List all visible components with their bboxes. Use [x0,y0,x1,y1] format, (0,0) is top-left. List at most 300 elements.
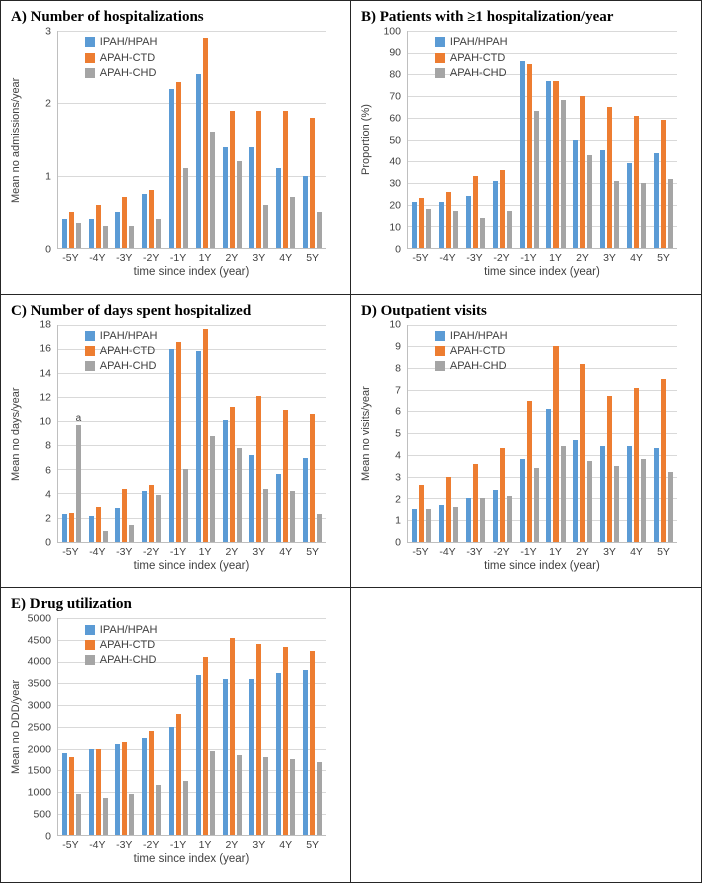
bar-apah-ctd--3y [122,197,127,248]
legend [435,330,508,375]
bar-ipah-hpah--1y [169,89,174,248]
y-tick-label: 1500 [27,764,51,777]
bar-apah-ctd--2y [500,170,505,248]
x-axis-ticks [407,543,677,559]
y-tick-label: 3500 [27,677,51,690]
x-tick-label: -4Y [89,545,106,558]
y-axis-title: Mean no days/year [10,386,22,481]
x-tick-label: -2Y [493,252,510,264]
bar-annotation-a: a [75,412,82,424]
y-tick-label: 0 [45,536,51,549]
panel-e-chart [9,612,342,870]
bar-ipah-hpah-3y [600,446,605,541]
x-tick-label: 4Y [630,545,643,558]
y-tick-label: 30 [389,177,401,190]
bar-ipah-hpah-2y [573,140,578,249]
bar-apah-chd-2y [237,161,242,248]
x-tick-label: -3Y [116,839,133,852]
bar-apah-ctd-2y [580,364,585,542]
x-tick-label: 1Y [198,839,212,852]
legend-label: APAH-CHD [99,360,157,373]
bar-apah-ctd-3y [607,107,612,248]
x-tick-label: 2Y [225,839,239,852]
bar-apah-chd--4y [103,531,108,542]
bar-ipah-hpah-1y [196,675,201,836]
bar-apah-chd-3y [263,757,268,835]
bar-ipah-hpah-2y [223,420,228,542]
x-tick-label: 3Y [252,545,266,558]
panel-c-title: C) Number of days spent hospitalized [11,302,252,319]
y-tick-label: 2 [45,97,51,110]
x-tick-label: -1Y [169,839,187,852]
legend-item-apah-ctd [85,345,158,357]
x-axis-title: time since index (year) [484,266,600,278]
bar-apah-chd-4y [290,197,295,248]
bar-apah-chd--2y [156,495,161,542]
bar-apah-ctd-1y [553,81,558,248]
bar-apah-ctd-1y [203,38,208,248]
panel-b-chart [359,24,693,283]
legend-label: IPAH/HPAH [99,623,158,636]
y-tick-label: 100 [383,24,401,37]
panel-b-title: B) Patients with ≥1 hospitalization/year [361,9,614,25]
bar-apah-chd--5y [426,509,431,542]
bar-apah-ctd-3y [256,396,261,542]
bar-apah-ctd--4y [96,205,101,248]
x-axis-title: time since index (year) [133,853,250,866]
bar-group--1y [165,618,192,835]
bar-apah-ctd-5y [310,118,315,248]
bar-apah-chd-5y [668,179,673,248]
bar-apah-chd--5y [75,412,82,542]
x-axis-title: time since index (year) [484,559,600,572]
bar-apah-chd-2y [237,755,242,835]
bar-group-4y [272,618,299,835]
legend-swatch [85,37,95,47]
bar-apah-chd--5y [76,223,81,248]
legend-item-apah-chd [85,360,158,372]
bar-apah-chd-5y [317,212,322,248]
legend-swatch [85,68,95,78]
x-tick-label: 3Y [252,839,266,852]
bar-apah-chd-2y [237,448,242,542]
y-tick-label: 4 [45,487,51,500]
x-tick-label: -2Y [143,839,160,852]
x-tick-label: -5Y [62,252,79,264]
bar-group-1y [543,31,570,248]
panel-a-chart [9,24,342,283]
x-tick-label: -3Y [116,252,133,264]
bar-ipah-hpah--4y [89,749,94,836]
panel-d-title: D) Outpatient visits [361,302,487,319]
bar-ipah-hpah--5y [62,219,67,248]
y-tick-label: 50 [389,133,401,146]
bar-ipah-hpah--5y [62,514,67,542]
plot-area [407,31,677,249]
y-tick-label: 2 [45,512,51,525]
bar-apah-ctd-4y [283,410,288,541]
bar-apah-ctd--3y [473,176,478,248]
legend-item-apah-ctd [85,52,158,64]
x-tick-label: -1Y [169,545,187,558]
bar-apah-ctd--5y [69,757,74,835]
bar-ipah-hpah-2y [573,440,578,542]
bar-apah-ctd-2y [230,111,235,248]
bar-ipah-hpah-4y [276,474,281,542]
panel-b [351,1,701,295]
bar-group--1y [165,31,192,248]
bar-ipah-hpah-1y [196,351,201,541]
bar-apah-ctd--3y [473,464,478,542]
bar-ipah-hpah--2y [493,490,498,542]
bar-group-4y [272,31,299,248]
y-tick-label: 14 [39,366,51,379]
legend-swatch [85,625,95,635]
bar-apah-chd--4y [103,226,108,248]
bar-apah-chd-4y [290,759,295,835]
bar-group-5y [650,31,677,248]
y-tick-label: 3 [45,24,51,37]
bar-apah-chd--2y [507,496,512,542]
bar-apah-chd--3y [129,226,134,248]
bar-group--1y [165,325,192,542]
y-tick-label: 3 [395,471,401,484]
panel-d-chart [359,318,693,577]
bar-apah-ctd-3y [256,111,261,248]
bar-apah-chd--3y [129,525,134,542]
x-tick-label: -5Y [412,252,429,264]
x-tick-label: 2Y [576,545,589,558]
bar-ipah-hpah--5y [412,509,417,542]
legend-item-apah-chd [435,67,508,79]
legend-label: APAH-CTD [449,345,506,358]
legend-item-apah-chd [85,67,158,79]
y-tick-label: 0 [395,242,401,255]
bar-apah-ctd--4y [446,192,451,248]
bar-ipah-hpah--4y [439,202,444,248]
bar-apah-ctd-1y [203,657,208,835]
bar-group-3y [246,325,273,542]
bar-apah-chd--1y [183,168,188,248]
legend-label: IPAH/HPAH [99,330,158,343]
y-axis-title: Mean no DDD/year [10,680,22,775]
bar-apah-chd-1y [210,132,215,248]
x-tick-label: 2Y [576,252,589,264]
bar-ipah-hpah--5y [412,202,417,248]
legend-swatch [435,68,445,78]
bar-apah-chd--1y [183,469,188,541]
bar-apah-ctd--4y [446,477,451,542]
x-tick-label: -5Y [62,839,79,852]
legend-label: APAH-CHD [99,66,157,79]
bar-group-4y [623,31,650,248]
x-tick-label: -5Y [412,545,429,558]
bar-ipah-hpah-1y [546,409,551,541]
bar-ipah-hpah--1y [169,727,174,836]
bar-apah-ctd-5y [310,651,315,835]
bar-ipah-hpah-5y [303,176,308,248]
legend-item-apah-ctd [435,345,508,357]
legend [435,36,508,81]
bar-ipah-hpah-2y [223,147,228,248]
legend-item-ipah-hpah [435,36,508,48]
bar-apah-ctd--5y [69,212,74,248]
y-tick-label: 0 [45,242,51,255]
bar-apah-chd--3y [480,218,485,248]
bar-group-3y [596,325,623,542]
x-tick-label: 1Y [198,545,212,558]
legend-item-ipah-hpah [85,36,158,48]
x-tick-label: -3Y [466,252,483,264]
y-axis-ticks [23,318,57,549]
bar-apah-chd-2y [587,461,592,541]
bar-apah-chd-5y [317,514,322,542]
legend [85,36,158,81]
legend [85,330,158,375]
bar-group--1y [516,325,543,542]
y-axis-title: Mean no visits/year [360,386,372,482]
x-tick-label: 1Y [549,252,562,264]
y-tick-label: 4000 [27,655,51,668]
empty-cell [351,588,701,882]
bar-apah-ctd--1y [527,64,532,248]
bar-group-3y [246,618,273,835]
y-axis-ticks [373,318,407,549]
bar-apah-ctd--2y [149,190,154,248]
x-tick-label: -4Y [439,252,456,264]
y-axis-ticks [23,612,57,843]
bar-ipah-hpah--4y [89,516,94,541]
bar-ipah-hpah-4y [627,163,632,248]
bar-group--5y [58,618,85,835]
legend-swatch [435,361,445,371]
x-tick-label: 5Y [306,545,320,558]
legend-label: APAH-CHD [99,653,157,666]
x-axis-ticks [57,836,326,852]
bar-apah-chd--3y [480,498,485,541]
bar-group-3y [596,31,623,248]
legend-label: IPAH/HPAH [449,330,508,343]
legend-swatch [85,640,95,650]
bar-apah-ctd--2y [500,448,505,541]
panel-a-title: A) Number of hospitalizations [11,9,204,25]
x-tick-label: 5Y [657,252,670,264]
plot-area [57,31,326,249]
y-tick-label: 2500 [27,721,51,734]
y-tick-label: 60 [389,111,401,124]
bar-group--1y [516,31,543,248]
bar-ipah-hpah-5y [654,153,659,248]
bar-ipah-hpah--2y [142,194,147,248]
bar-apah-chd--1y [534,111,539,248]
panel-d [351,295,701,589]
legend-item-ipah-hpah [85,330,158,342]
legend-label: APAH-CTD [99,345,156,358]
bar-group-5y [650,325,677,542]
bar-group--5y [58,325,85,542]
bar-group-1y [192,325,219,542]
bar-apah-ctd--2y [149,485,154,542]
y-tick-label: 10 [389,220,401,233]
legend-label: APAH-CTD [99,51,156,64]
bar-ipah-hpah-5y [303,670,308,835]
y-tick-label: 16 [39,342,51,355]
bar-apah-ctd--5y [69,513,74,542]
bar-apah-chd-3y [614,466,619,542]
legend-swatch [85,331,95,341]
bar-apah-chd-4y [641,459,646,541]
bar-apah-chd-1y [210,751,215,836]
bar-group-2y [219,325,246,542]
x-tick-label: 4Y [630,252,643,264]
legend-label: APAH-CHD [449,66,507,79]
bar-group-2y [219,31,246,248]
bar-ipah-hpah--2y [142,491,147,542]
x-tick-label: -4Y [89,252,106,264]
bar-apah-ctd-4y [634,116,639,248]
bar-ipah-hpah--3y [115,212,120,248]
bar-ipah-hpah-3y [249,147,254,248]
x-tick-label: -2Y [143,545,160,558]
x-tick-label: -3Y [116,545,133,558]
bar-ipah-hpah-2y [223,679,228,835]
legend-item-ipah-hpah [435,330,508,342]
legend [85,624,158,669]
y-tick-label: 10 [39,415,51,428]
x-tick-label: -4Y [89,839,106,852]
x-tick-label: 1Y [198,252,212,264]
bar-apah-chd--4y [453,211,458,248]
bar-apah-chd-4y [290,491,295,542]
x-axis-ticks [407,249,677,265]
y-tick-label: 4500 [27,633,51,646]
panel-c-chart [9,318,342,577]
x-tick-label: -3Y [466,545,483,558]
y-tick-label: 0 [45,830,51,843]
bar-ipah-hpah-4y [627,446,632,541]
bar-apah-ctd--1y [176,342,181,542]
x-tick-label: 4Y [279,545,293,558]
bar-apah-ctd-4y [634,388,639,542]
y-tick-label: 2000 [27,742,51,755]
bar-group-4y [272,325,299,542]
legend-label: APAH-CHD [449,360,507,373]
legend-swatch [85,655,95,665]
bar-ipah-hpah--3y [115,744,120,835]
bar-apah-chd--5y [426,209,431,248]
bar-ipah-hpah-3y [249,455,254,542]
x-tick-label: 1Y [549,545,562,558]
bar-apah-ctd--2y [149,731,154,835]
y-tick-label: 6 [395,405,401,418]
bar-group-1y [192,31,219,248]
bar-apah-chd-5y [668,472,673,541]
y-tick-label: 4 [395,449,401,462]
bar-ipah-hpah-3y [600,150,605,248]
bar-group--5y [408,325,435,542]
x-tick-label: -4Y [439,545,456,558]
bar-ipah-hpah--3y [466,498,471,541]
y-tick-label: 20 [389,199,401,212]
x-axis-ticks [57,249,326,265]
bar-group-5y [299,618,326,835]
y-axis-ticks [373,24,407,255]
plot-area [57,618,326,836]
y-tick-label: 1000 [27,786,51,799]
legend-swatch [435,53,445,63]
bar-ipah-hpah-4y [276,168,281,248]
y-tick-label: 500 [33,808,51,821]
bar-apah-ctd-2y [580,96,585,248]
panel-a [1,1,351,295]
legend-swatch [435,346,445,356]
y-tick-label: 3000 [27,699,51,712]
x-tick-label: 5Y [306,839,320,852]
bar-apah-chd-1y [561,100,566,248]
legend-label: APAH-CTD [449,51,506,64]
x-tick-label: 5Y [306,252,320,264]
y-tick-label: 6 [45,463,51,476]
y-tick-label: 5000 [27,612,51,625]
bar-apah-ctd--4y [96,749,101,836]
legend-label: IPAH/HPAH [449,36,508,49]
bar-apah-ctd--5y [419,485,424,541]
y-axis-ticks [23,24,57,255]
bar-ipah-hpah-3y [249,679,254,835]
y-tick-label: 10 [389,318,401,331]
bar-group--5y [58,31,85,248]
bar-ipah-hpah--1y [520,61,525,248]
legend-item-ipah-hpah [85,624,158,636]
bar-ipah-hpah-1y [196,74,201,248]
y-tick-label: 7 [395,383,401,396]
bar-ipah-hpah--5y [62,753,67,835]
legend-item-apah-chd [435,360,508,372]
bar-group-3y [246,31,273,248]
bar-apah-chd--4y [453,507,458,542]
bar-apah-ctd-3y [256,644,261,835]
panel-e [1,588,351,882]
bar-apah-ctd-2y [230,638,235,835]
y-tick-label: 8 [395,362,401,375]
bar-apah-ctd--1y [176,714,181,836]
bar-group-2y [569,325,596,542]
legend-swatch [85,53,95,63]
bar-apah-chd--3y [129,794,134,835]
bar-apah-ctd-5y [661,120,666,248]
y-tick-label: 2 [395,492,401,505]
panel-e-title: E) Drug utilization [11,596,132,613]
bar-apah-chd-3y [263,489,268,542]
x-axis-title: time since index (year) [133,559,250,572]
x-tick-label: -5Y [62,545,79,558]
y-tick-label: 90 [389,46,401,59]
x-tick-label: 3Y [603,545,616,558]
bar-ipah-hpah--4y [439,505,444,542]
y-tick-label: 18 [39,318,51,331]
bar-group-1y [543,325,570,542]
bar-apah-chd-1y [561,446,566,541]
y-tick-label: 40 [389,155,401,168]
bar-apah-chd-4y [641,183,646,248]
bar-apah-chd-3y [614,181,619,248]
bar-apah-ctd-1y [203,329,208,541]
y-axis-title: Proportion (%) [360,104,372,176]
plot-area [57,325,326,543]
x-tick-label: -2Y [143,252,160,264]
bar-group--5y [408,31,435,248]
bar-ipah-hpah--1y [169,349,174,542]
